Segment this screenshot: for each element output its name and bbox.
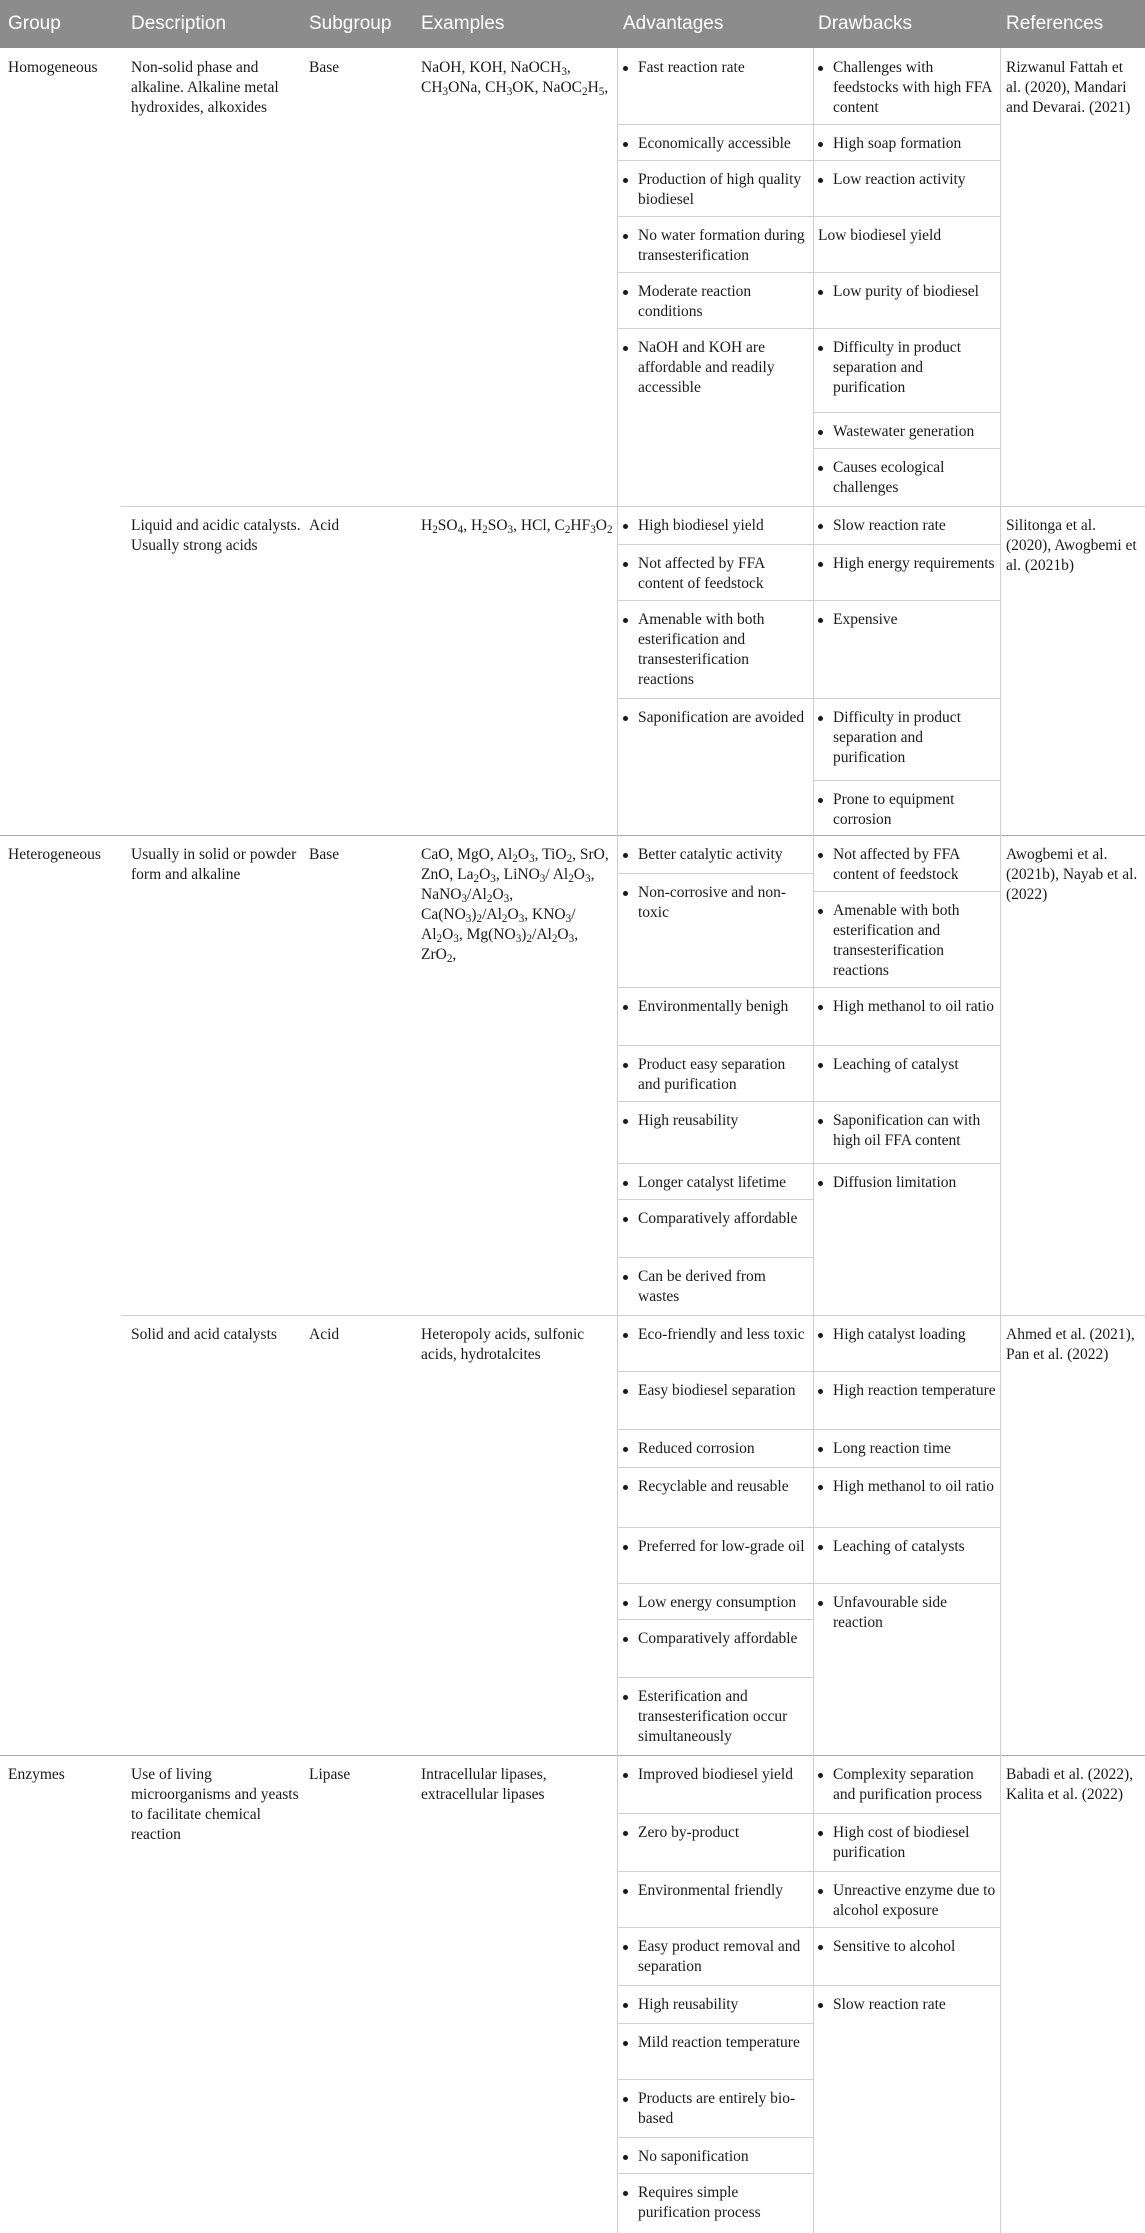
drawback-item: Complexity separation and purification process xyxy=(818,1765,998,1805)
column-divider xyxy=(813,1755,814,2233)
cell-divider xyxy=(617,1101,813,1102)
cell-divider xyxy=(617,1813,813,1814)
cell-divider xyxy=(813,1371,1000,1372)
advantage-item: Longer catalyst lifetime xyxy=(623,1173,808,1193)
cell-divider xyxy=(617,1257,813,1258)
cell-divider xyxy=(617,1985,813,1986)
column-divider xyxy=(1000,1755,1001,2233)
advantage-item: Production of high quality biodiesel xyxy=(623,170,808,210)
drawback-item: Low purity of biodiesel xyxy=(818,282,998,302)
drawback-item: Challenges with feedstocks with high FFA content xyxy=(818,58,998,118)
cell-divider xyxy=(813,328,1000,329)
advantage-item: Amenable with both esterification and transesterification reactions xyxy=(623,610,808,690)
cell-divider xyxy=(617,1429,813,1430)
drawback-item: Long reaction time xyxy=(818,1439,998,1459)
advantage-item: Esterification and transesterification occur simultaneously xyxy=(623,1687,808,1747)
cell-divider xyxy=(617,1677,813,1678)
cell-divider xyxy=(813,1927,1000,1928)
advantage-item: Comparatively affordable xyxy=(623,1629,808,1649)
header-advantages: Advantages xyxy=(623,13,724,34)
cell-divider xyxy=(617,1583,813,1584)
advantage-item: High reusability xyxy=(623,1111,808,1131)
cell-divider xyxy=(813,1101,1000,1102)
drawback-item: High cost of biodiesel purification xyxy=(818,1823,998,1863)
cell-divider xyxy=(617,1163,813,1164)
drawback-item: Diffusion limitation xyxy=(818,1173,998,1193)
cell-divider xyxy=(813,1985,1000,1986)
cell-divider xyxy=(617,698,813,699)
cell-divider xyxy=(813,448,1000,449)
drawback-item: High reaction temperature xyxy=(818,1381,998,1401)
advantage-item: Moderate reaction conditions xyxy=(623,282,808,322)
advantage-item: Economically accessible xyxy=(623,134,808,154)
cell-divider xyxy=(617,544,813,545)
group-cell: Heterogeneous xyxy=(8,846,101,863)
advantage-item: Products are entirely bio-based xyxy=(623,2089,808,2129)
description-cell: Usually in solid or powder form and alkaline xyxy=(131,846,297,883)
cell-divider xyxy=(617,600,813,601)
advantage-item: Product easy separation and purification xyxy=(623,1055,808,1095)
advantage-item: Easy biodiesel separation xyxy=(623,1381,808,1401)
table-header-row xyxy=(0,0,1145,48)
column-divider xyxy=(1000,48,1001,835)
column-divider xyxy=(1000,835,1001,1755)
cell-divider xyxy=(813,1163,1000,1164)
cell-divider xyxy=(813,1467,1000,1468)
description-cell: Liquid and acidic catalysts. Usually strong acids xyxy=(131,517,301,554)
cell-divider xyxy=(617,987,813,988)
cell-divider xyxy=(617,2173,813,2174)
examples-cell: Intracellular lipases, extracellular lipases xyxy=(421,1766,547,1803)
cell-divider xyxy=(813,1871,1000,1872)
subgroup-cell: Base xyxy=(309,846,340,863)
header-references: References xyxy=(1006,13,1104,34)
advantage-item: Fast reaction rate xyxy=(623,58,808,78)
cell-divider xyxy=(617,1371,813,1372)
references-cell: Awogbemi et al. (2021b), Nayab et al. (2022) xyxy=(1006,846,1138,903)
group-cell: Enzymes xyxy=(8,1766,65,1783)
drawback-item: Causes ecological challenges xyxy=(818,458,998,498)
examples-cell: CaO, MgO, $Al_2O_3$, TiO$_2$, SrO, ZnO, $La_2O_3$, LiNO$_3$/ $Al_2O_3$, $NaNO_3/Al_2O_3$, $Ca(NO_3)_2/Al_2O_3$, $KNO_3/$ $Al_2O_3$, $Mg(NO_3)_2/Al_2O_3$, ZrO$_2$, xyxy=(421,846,609,965)
cell-divider xyxy=(617,328,813,329)
drawback-item: High catalyst loading xyxy=(818,1325,998,1345)
advantage-item: Saponification are avoided xyxy=(623,708,808,728)
cell-divider xyxy=(813,1429,1000,1430)
cell-divider xyxy=(617,1199,813,1200)
examples-cell: $H_2SO_4$, $H_2SO_3$, HCl, $C_2HF_3O_2$ xyxy=(421,517,613,536)
advantage-item: High biodiesel yield xyxy=(623,516,808,536)
drawback-item: Slow reaction rate xyxy=(818,1995,998,2015)
advantage-item: Reduced corrosion xyxy=(623,1439,808,1459)
column-divider xyxy=(617,1755,618,2233)
drawback-item: Saponification can with high oil FFA content xyxy=(818,1111,998,1151)
advantage-item: Can be derived from wastes xyxy=(623,1267,808,1307)
cell-divider xyxy=(617,2079,813,2080)
advantage-item: Environmental friendly xyxy=(623,1881,808,1901)
examples-cell: NaOH, KOH, NaOCH$_3$, $CH_3ONa$, $CH_3OK$, $NaOC_2H_5$, xyxy=(421,59,609,98)
advantage-item: No water formation during transesterification xyxy=(623,226,808,266)
cell-divider xyxy=(617,272,813,273)
drawback-item: Unfavourable side reaction xyxy=(818,1593,998,1633)
drawback-item: Low reaction activity xyxy=(818,170,998,190)
header-group: Group xyxy=(8,13,61,34)
advantage-item: Zero by-product xyxy=(623,1823,808,1843)
drawback-item: Leaching of catalyst xyxy=(818,1055,998,1075)
advantage-item: Low energy consumption xyxy=(623,1593,808,1613)
column-divider xyxy=(617,835,618,1755)
subgroup-divider xyxy=(121,506,1145,507)
cell-divider xyxy=(617,1871,813,1872)
drawback-item: Prone to equipment corrosion xyxy=(818,790,998,830)
drawback-item: Unreactive enzyme due to alcohol exposure xyxy=(818,1881,998,1921)
drawback-item: High energy requirements xyxy=(818,554,998,574)
column-divider xyxy=(813,48,814,835)
cell-divider xyxy=(617,873,813,874)
column-divider xyxy=(813,835,814,1755)
cell-divider xyxy=(813,124,1000,125)
drawback-item: Difficulty in product separation and purification xyxy=(818,338,998,398)
advantage-item: Better catalytic activity xyxy=(623,845,808,865)
drawback-item: Slow reaction rate xyxy=(818,516,998,536)
cell-divider xyxy=(813,544,1000,545)
advantage-item: Easy product removal and separation xyxy=(623,1937,808,1977)
advantage-item: No saponification xyxy=(623,2147,808,2167)
references-cell: Silitonga et al. (2020), Awogbemi et al. (2021b) xyxy=(1006,517,1137,574)
section-divider xyxy=(0,835,1145,836)
group-cell: Homogeneous xyxy=(8,59,98,76)
cell-divider xyxy=(617,2137,813,2138)
subgroup-divider xyxy=(121,1315,1145,1316)
drawback-item: Not affected by FFA content of feedstock xyxy=(818,845,998,885)
cell-divider xyxy=(813,216,1000,217)
header-examples: Examples xyxy=(421,13,505,34)
cell-divider xyxy=(617,160,813,161)
drawback-item: Wastewater generation xyxy=(818,422,998,442)
subgroup-cell: Lipase xyxy=(309,1766,351,1783)
cell-divider xyxy=(617,2023,813,2024)
cell-divider xyxy=(813,987,1000,988)
cell-divider xyxy=(617,1619,813,1620)
column-divider xyxy=(617,48,618,835)
drawback-item: High methanol to oil ratio xyxy=(818,997,998,1017)
advantage-item: Comparatively affordable xyxy=(623,1209,808,1229)
advantage-item: Eco-friendly and less toxic xyxy=(623,1325,808,1345)
references-cell: Babadi et al. (2022), Kalita et al. (2022) xyxy=(1006,1766,1133,1803)
cell-divider xyxy=(813,412,1000,413)
cell-divider xyxy=(813,1527,1000,1528)
cell-divider xyxy=(813,272,1000,273)
cell-divider xyxy=(813,698,1000,699)
cell-divider xyxy=(617,124,813,125)
subgroup-cell: Base xyxy=(309,59,340,76)
drawback-item: Leaching of catalysts xyxy=(818,1537,998,1557)
cell-divider xyxy=(813,600,1000,601)
advantage-item: Non-corrosive and non-toxic xyxy=(623,883,808,923)
cell-divider xyxy=(617,1045,813,1046)
advantage-item: Preferred for low-grade oil xyxy=(623,1537,808,1557)
subgroup-cell: Acid xyxy=(309,517,340,534)
section-divider xyxy=(0,1755,1145,1756)
advantage-item: NaOH and KOH are affordable and readily accessible xyxy=(623,338,808,398)
drawback-item: Amenable with both esterification and transesterification reactions xyxy=(818,901,998,981)
cell-divider xyxy=(617,216,813,217)
description-cell: Solid and acid catalysts xyxy=(131,1326,277,1343)
advantage-item: Recyclable and reusable xyxy=(623,1477,808,1497)
description-cell: Use of living microorganisms and yeasts to facilitate chemical reaction xyxy=(131,1766,299,1843)
references-cell: Rizwanul Fattah et al. (2020), Mandari and Devarai. (2021) xyxy=(1006,59,1131,116)
advantage-item: Environmentally benigh xyxy=(623,997,808,1017)
header-subgroup: Subgroup xyxy=(309,13,392,34)
header-description: Description xyxy=(131,13,227,34)
drawback-item: Low biodiesel yield xyxy=(818,227,942,244)
cell-divider xyxy=(813,1813,1000,1814)
cell-divider xyxy=(617,1927,813,1928)
cell-divider xyxy=(617,1527,813,1528)
cell-divider xyxy=(813,1045,1000,1046)
drawback-item: High methanol to oil ratio xyxy=(818,1477,998,1497)
cell-divider xyxy=(813,891,1000,892)
drawback-item: Difficulty in product separation and purification xyxy=(818,708,998,768)
subgroup-cell: Acid xyxy=(309,1326,340,1343)
advantage-item: Requires simple purification process xyxy=(623,2183,808,2223)
description-cell: Non-solid phase and alkaline. Alkaline metal hydroxides, alkoxides xyxy=(131,59,279,116)
drawback-item: Sensitive to alcohol xyxy=(818,1937,998,1957)
references-cell: Ahmed et al. (2021), Pan et al. (2022) xyxy=(1006,1326,1135,1363)
drawback-item: High soap formation xyxy=(818,134,998,154)
examples-cell: Heteropoly acids, sulfonic acids, hydrotalcites xyxy=(421,1326,585,1363)
drawback-item: Expensive xyxy=(818,610,998,630)
cell-divider xyxy=(813,160,1000,161)
advantage-item: Not affected by FFA content of feedstock xyxy=(623,554,808,594)
cell-divider xyxy=(813,1583,1000,1584)
advantage-item: Improved biodiesel yield xyxy=(623,1765,808,1785)
header-drawbacks: Drawbacks xyxy=(818,13,912,34)
advantage-item: High reusability xyxy=(623,1995,808,2015)
cell-divider xyxy=(617,1467,813,1468)
advantage-item: Mild reaction temperature xyxy=(623,2033,808,2053)
cell-divider xyxy=(813,780,1000,781)
